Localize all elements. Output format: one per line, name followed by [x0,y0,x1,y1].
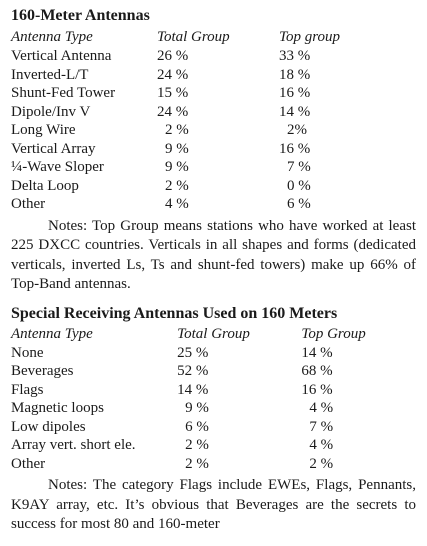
notes-paragraph-receiving: Notes: The category Flags include EWEs, Flags, Pennants, K9AY array, etc. It’s obvious that Beverages are the secrets to success for most 80 and 160-meter [11,477,416,532]
table-row [11,381,416,400]
top-group-cell: 16 % [279,140,311,157]
column-header-antenna-type: Antenna Type [11,29,93,45]
top-group-cell: 6 % [287,196,311,212]
total-group-cell: 9 % [165,159,189,175]
section-title-receiving-antennas: Special Receiving Antennas Used on 160 Meters [11,304,338,322]
total-group-cell: 2 % [165,177,189,194]
antenna-type-cell: None [11,344,44,361]
table-header-row [11,325,416,344]
column-header-top-group: Top Group [301,325,366,342]
total-group-cell: 15 % [157,85,189,101]
total-group-cell: 9 % [185,400,209,416]
antenna-type-cell: Inverted-L/T [11,66,89,83]
antenna-type-cell: Delta Loop [11,177,79,194]
top-group-cell: 7 % [309,418,334,435]
antenna-type-cell: Vertical Antenna [11,48,112,64]
table-row [11,344,416,363]
top-group-cell: 2 % [309,455,334,472]
table-row [11,66,407,85]
table-row [11,418,416,437]
table-row [11,140,407,159]
table-row [11,84,407,103]
antenna-table [11,28,407,214]
top-group-cell: 16 % [301,381,333,398]
notes-paragraph-160m: Notes: Top Group means stations who have worked at least 225 DXCC countries. Verticals in all shapes and forms (dedicated verticals, inverted Ls, Ts and shunt-fed towers) make up 66% of Top-Band antennas. [11,217,416,292]
column-header-top-group: Top group [279,29,340,45]
total-group-cell: 4 % [165,196,189,212]
column-header-total-group: Total Group [157,29,230,45]
table-row [11,436,416,455]
top-group-cell: 33 % [279,48,311,64]
table-row [11,399,416,418]
total-group-cell: 24 % [157,66,189,83]
total-group-cell: 25 % [177,344,209,361]
antenna-type-cell: Vertical Array [11,140,96,157]
total-group-cell: 14 % [177,381,209,398]
top-group-cell: 4 % [309,400,334,416]
table-header-row [11,28,407,47]
antenna-type-cell: Other [11,455,46,472]
table-row [11,47,407,66]
table-row [11,362,416,381]
table-row [11,177,407,196]
top-group-cell: 16 % [279,85,311,101]
table-row [11,103,407,122]
antenna-type-cell: Array vert. short ele. [11,437,136,453]
section-divider-space [11,295,416,304]
table-row [11,195,407,214]
top-group-cell: 14 % [279,103,311,120]
antenna-type-cell: Dipole/Inv V [11,103,91,120]
top-group-cell: 2% [287,122,307,138]
section-title-160m-antennas: 160-Meter Antennas [11,7,150,24]
antenna-type-cell: Low dipoles [11,418,86,435]
antenna-type-cell: Other [11,196,46,212]
total-group-cell: 6 % [185,418,209,435]
antenna-type-cell: Beverages [11,363,74,379]
top-group-cell: 14 % [301,344,333,361]
top-group-cell: 7 % [287,159,311,175]
antenna-type-cell: Flags [11,381,44,398]
total-group-cell: 52 % [177,363,209,379]
top-group-cell: 4 % [309,437,334,453]
total-group-cell: 9 % [165,140,189,157]
receiving-antenna-table [11,325,416,474]
document-page [11,6,416,535]
total-group-cell: 2 % [185,437,209,453]
antenna-type-cell: Long Wire [11,122,76,138]
column-header-total-group: Total Group [177,325,250,342]
antenna-type-cell: ¼-Wave Sloper [11,159,104,175]
table-row [11,121,407,140]
antenna-type-cell: Magnetic loops [11,400,104,416]
top-group-cell: 18 % [279,66,311,83]
total-group-cell: 26 % [157,48,189,64]
top-group-cell: 68 % [301,363,333,379]
table-row [11,158,407,177]
total-group-cell: 2 % [185,455,209,472]
column-header-antenna-type: Antenna Type [11,325,93,342]
total-group-cell: 2 % [165,122,189,138]
antenna-type-cell: Shunt-Fed Tower [11,85,116,101]
table-row [11,455,416,474]
top-group-cell: 0 % [287,177,311,194]
total-group-cell: 24 % [157,103,189,120]
